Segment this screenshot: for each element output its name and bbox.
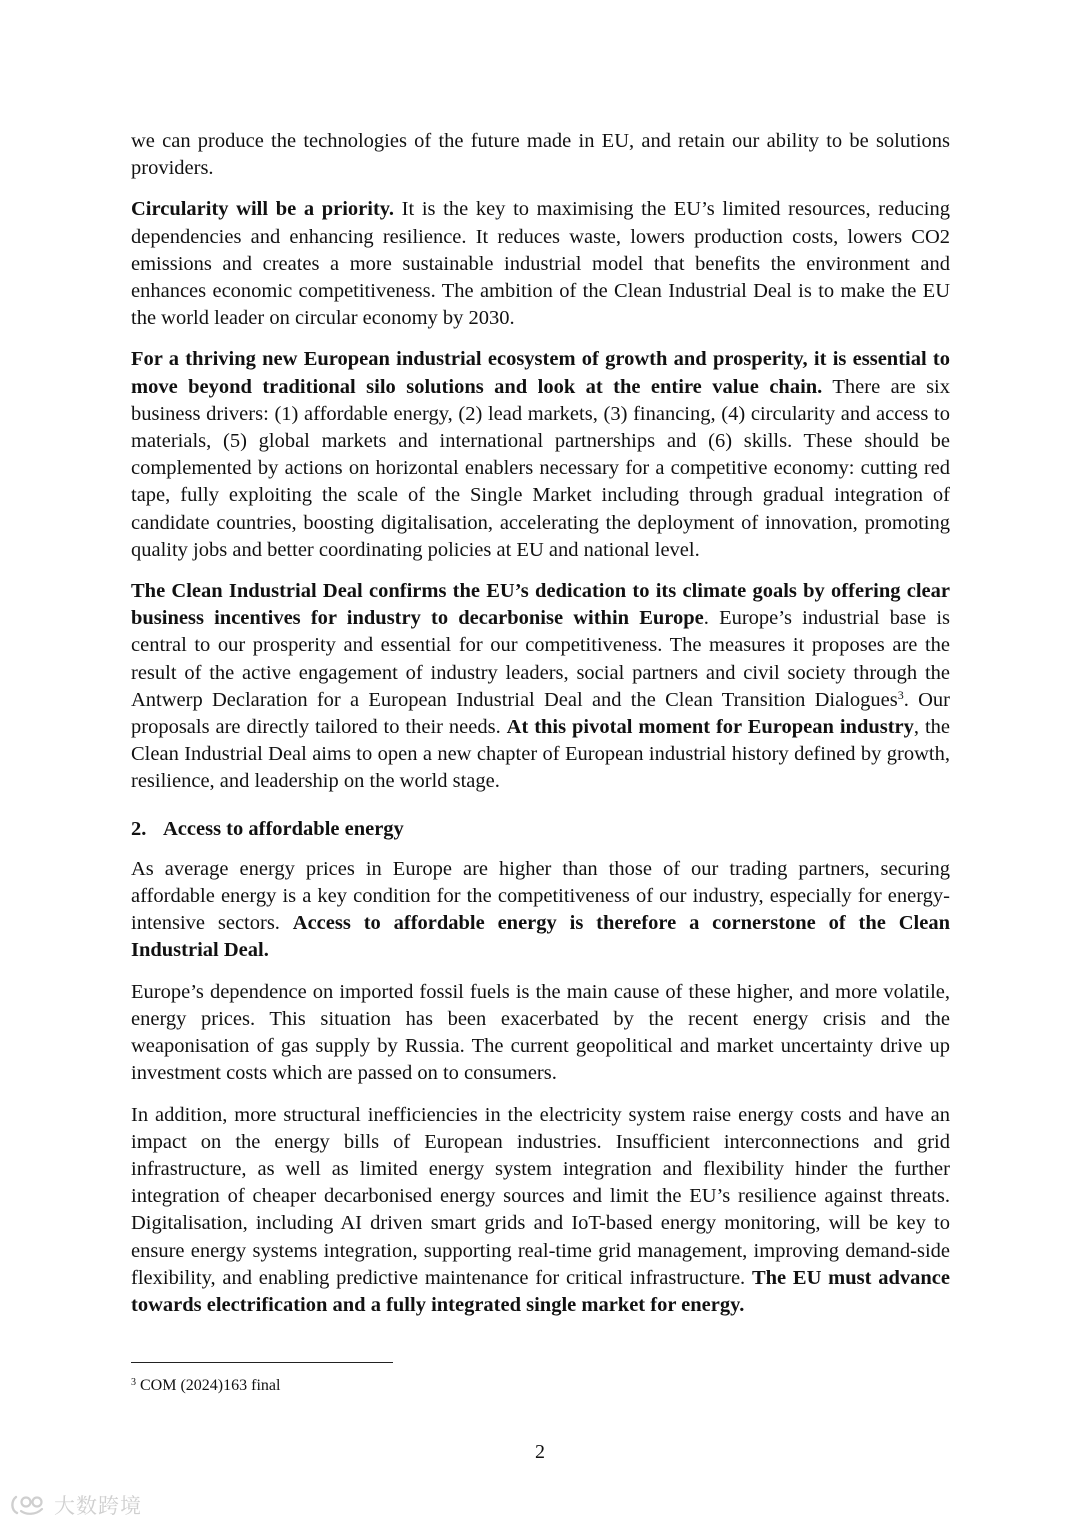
- watermark-logo-icon: [10, 1493, 50, 1517]
- watermark: [10, 1490, 142, 1520]
- bold-text: For a thriving new European industrial ecosystem of growth and prosperity, it is essential to move beyond traditional silo solutions and look at the entire value chain.: [131, 348, 950, 398]
- text-run: . Our proposals are directly tailored to their needs.: [131, 688, 950, 739]
- footnote-marker: 3: [131, 1377, 136, 1388]
- text-run: In addition, more structural inefficiencies in the electricity system raise energy costs and have an impact on the energy bills of European industries. Insufficient interconnections and grid infrastructure, as well as limited energy system integration and flexibility hinder the further integration of cheaper decarbonised energy sources and limit the EU’s resilience against threats. Digitalisation, including AI driven smart grids and IoT-based energy monitoring, will be key to ensure energy systems integration, supporting real-time grid management, improving demand-side flexibility, and enabling predictive maintenance for critical infrastructure.: [131, 1103, 950, 1289]
- section-heading: [131, 816, 950, 843]
- section-paragraphs: [131, 856, 950, 1319]
- text-run: It is the key to maximising the EU’s limited resources, reducing dependencies and enhancing resilience. It reduces waste, lowers production costs, lowers CO2 emissions and creates a more sustainable industrial model that benefits the environment and enhances economic competitiveness. The ambition of the Clean Industrial Deal is to make the EU the world leader on circular economy by 2030.: [131, 198, 950, 330]
- paragraph: [131, 1102, 950, 1320]
- footnote: [131, 1376, 280, 1396]
- intro-paragraphs: [131, 128, 950, 796]
- bold-text: Circularity will be a priority.: [131, 198, 395, 221]
- paragraph: [131, 578, 950, 796]
- section-title: Access to affordable energy: [163, 817, 404, 840]
- page-number: 2: [535, 1441, 545, 1463]
- watermark-text: 大数跨境: [54, 1494, 142, 1518]
- text-run: , the Clean Industrial Deal aims to open a new chapter of European industrial history defined by growth, resilience, and leadership on the world stage.: [131, 716, 951, 793]
- paragraph: [131, 346, 950, 564]
- text-run: As average energy prices in Europe are higher than those of our trading partners, securing affordable energy is a key condition for the competitiveness of our industry, especially for energy-intensive sectors.: [131, 857, 950, 935]
- text-run: . Europe’s industrial base is central to our prosperity and essential for our competitiveness. The measures it proposes are the result of the active engagement of industry leaders, social partners and civil society through the Antwerp Declaration for a European Industrial Deal and the Clean Transition Dialogues: [131, 607, 951, 711]
- footnote-text: COM (2024)163 final: [140, 1377, 281, 1394]
- bold-text: Access to affordable energy is therefore a cornerstone of the Clean Industrial Deal.: [131, 912, 950, 962]
- text-run: Europe’s dependence on imported fossil fuels is the main cause of these higher, and more volatile, energy prices. This situation has been exacerbated by the recent energy crisis and the weaponisation of gas supply by Russia. The current geopolitical and market uncertainty drive up investment costs which are passed on to consumers.: [131, 980, 950, 1085]
- bold-text: The Clean Industrial Deal confirms the EU’s dedication to its climate goals by offering clear business incentives for industry to decarbonise within Europe: [131, 580, 950, 630]
- bold-text: The EU must advance towards electrification and a fully integrated single market for energy.: [131, 1266, 950, 1316]
- document-body: [131, 128, 950, 1333]
- paragraph: [131, 856, 950, 965]
- bold-text: At this pivotal moment for European industry: [506, 716, 914, 739]
- footnote-divider: [131, 1362, 393, 1363]
- paragraph: [131, 128, 950, 182]
- text-run: we can produce the technologies of the future made in EU, and retain our ability to be solutions providers.: [131, 130, 950, 180]
- paragraph: [131, 196, 950, 332]
- section-number: 2.: [131, 817, 147, 840]
- text-run: There are six business drivers: (1) affordable energy, (2) lead markets, (3) financing, (4) circularity and access to materials, (5) global markets and international partnerships and (6) skills. These should be complemented by actions on horizontal enablers necessary for a competitive economy: cutting red tape, fully exploiting the scale of the Single Market including through gradual integration of candidate countries, boosting digitalisation, accelerating the deployment of innovation, promoting quality jobs and better coordinating policies at EU and national level.: [131, 375, 950, 561]
- paragraph: [131, 979, 950, 1088]
- footnote-reference: 3: [897, 687, 904, 702]
